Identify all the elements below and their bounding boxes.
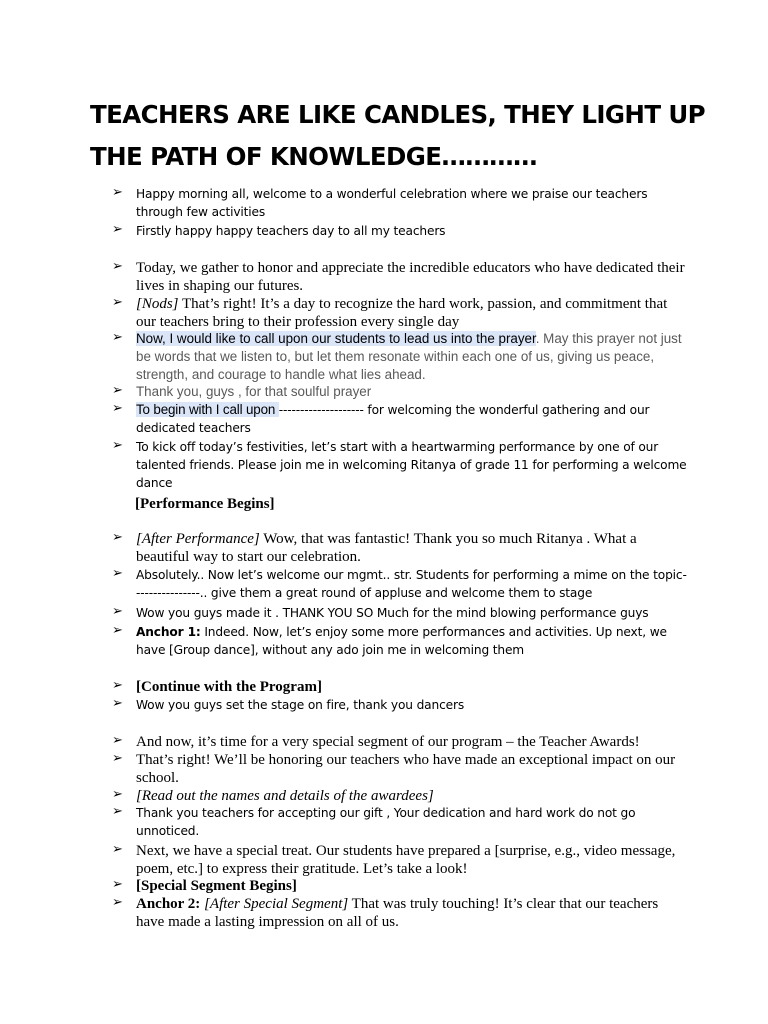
page-title bbox=[90, 94, 730, 178]
list-item-text: Anchor 2: [After Special Segment] That was truly touching! It’s clear that our teachers have made a lasting impression on all of us. bbox=[136, 896, 659, 930]
list-item-text: Wow you guys made it . THANK YOU SO Much for the mind blowing performance guys bbox=[136, 606, 649, 620]
list-item-text bbox=[136, 678, 688, 696]
list-item-text: Absolutely.. Now let’s welcome our mgmt.. str. Students for performing a mime on the topic----------------.. give them a great round of appluse and welcome them to stage bbox=[136, 568, 687, 600]
list-item-text: [After Performance] Wow, that was fantastic! Thank you so much Ritanya . What a beautiful way to start our celebration. bbox=[136, 531, 637, 565]
program-heading: [Continue with the Program] bbox=[136, 679, 322, 695]
bullet-arrow-icon: ➢ bbox=[112, 401, 123, 416]
title-line-2: THE PATH OF KNOWLEDGE………… bbox=[90, 142, 537, 171]
list-item-text: [Nods] That’s right! It’s a day to recognize the hard work, passion, and commitment that our teachers bring to their profession every single day bbox=[136, 296, 668, 330]
list-item-text: Anchor 1: Indeed. Now, let’s enjoy some more performances and activities. Up next, we have [Group dance], without any ado join me in welcoming them bbox=[136, 625, 667, 657]
bullet-arrow-icon: ➢ bbox=[112, 787, 123, 802]
list-item-text: That’s right! We’ll be honoring our teachers who have made an exceptional impact on our school. bbox=[136, 752, 676, 786]
bullet-arrow-icon: ➢ bbox=[112, 438, 123, 453]
bullet-arrow-icon: ➢ bbox=[112, 842, 123, 857]
section-heading: [Performance Begins] bbox=[135, 496, 275, 512]
bullet-arrow-icon: ➢ bbox=[112, 604, 123, 619]
list-item-text: Now, I would like to call upon our students to lead us into the prayer. May this prayer not just be words that we listen to, but let them resonate within each one of us, giving us peace, strength, and courage to handle what lies ahead. bbox=[136, 331, 682, 382]
title-line-1: TEACHERS ARE LIKE CANDLES, THEY LIGHT UP bbox=[90, 100, 706, 129]
segment-heading: [Special Segment Begins] bbox=[136, 878, 297, 894]
bullet-arrow-icon: ➢ bbox=[112, 804, 123, 819]
list-item-text bbox=[136, 877, 688, 895]
bullet-arrow-icon: ➢ bbox=[112, 222, 123, 237]
list-item-text: And now, it’s time for a very special segment of our program – the Teacher Awards! bbox=[136, 734, 640, 750]
list-item-text: To kick off today’s festivities, let’s start with a heartwarming performance by one of our talented friends. Please join me in welcoming Ritanya of grade 11 for performing a welcome dance bbox=[136, 440, 687, 490]
bullet-arrow-icon: ➢ bbox=[112, 330, 123, 345]
list-item-text: Today, we gather to honor and appreciate the incredible educators who have dedicated their lives in shaping our futures. bbox=[136, 260, 685, 294]
bullet-arrow-icon: ➢ bbox=[112, 877, 123, 892]
list-item-text: Happy morning all, welcome to a wonderful celebration where we praise our teachers through few activities bbox=[136, 187, 648, 219]
bullet-arrow-icon: ➢ bbox=[112, 733, 123, 748]
bullet-arrow-icon: ➢ bbox=[112, 185, 123, 200]
bullet-arrow-icon: ➢ bbox=[112, 566, 123, 581]
bullet-arrow-icon: ➢ bbox=[112, 751, 123, 766]
stage-direction: [Read out the names and details of the awardees] bbox=[136, 788, 434, 804]
bullet-arrow-icon: ➢ bbox=[112, 696, 123, 711]
list-item-text: Next, we have a special treat. Our students have prepared a [surprise, e.g., video message, poem, etc.] to express their gratitude. Let’s take a look! bbox=[136, 843, 676, 877]
list-item-text: Wow you guys set the stage on fire, thank you dancers bbox=[136, 698, 465, 712]
highlighted-text: Now, I would like to call upon our students to lead us into the prayer bbox=[136, 331, 536, 346]
bullet-arrow-icon: ➢ bbox=[112, 259, 123, 274]
stage-direction: [After Special Segment] bbox=[200, 896, 349, 912]
list-item-text: Thank you, guys , for that soulful prayer bbox=[136, 384, 372, 399]
bullet-arrow-icon: ➢ bbox=[112, 530, 123, 545]
bullet-arrow-icon: ➢ bbox=[112, 383, 123, 398]
list-item-text bbox=[136, 787, 688, 805]
anchor-label: Anchor 2: bbox=[136, 896, 201, 912]
bullet-arrow-icon: ➢ bbox=[112, 895, 123, 910]
highlighted-text: To begin with I call upon bbox=[136, 402, 279, 417]
list-item-text: To begin with I call upon -------------------- for welcoming the wonderful gathering and our dedicated teachers bbox=[136, 402, 650, 435]
bullet-arrow-icon: ➢ bbox=[112, 623, 123, 638]
stage-direction: [Nods] bbox=[136, 296, 179, 312]
stage-direction: [After Performance] bbox=[136, 531, 260, 547]
anchor-label: Anchor 1: bbox=[136, 625, 201, 639]
bullet-arrow-icon: ➢ bbox=[112, 295, 123, 310]
list-item-text: Thank you teachers for accepting our gift , Your dedication and hard work do not go unnoticed. bbox=[136, 806, 636, 838]
list-item-text: Firstly happy happy teachers day to all my teachers bbox=[136, 224, 446, 238]
bullet-arrow-icon: ➢ bbox=[112, 678, 123, 693]
